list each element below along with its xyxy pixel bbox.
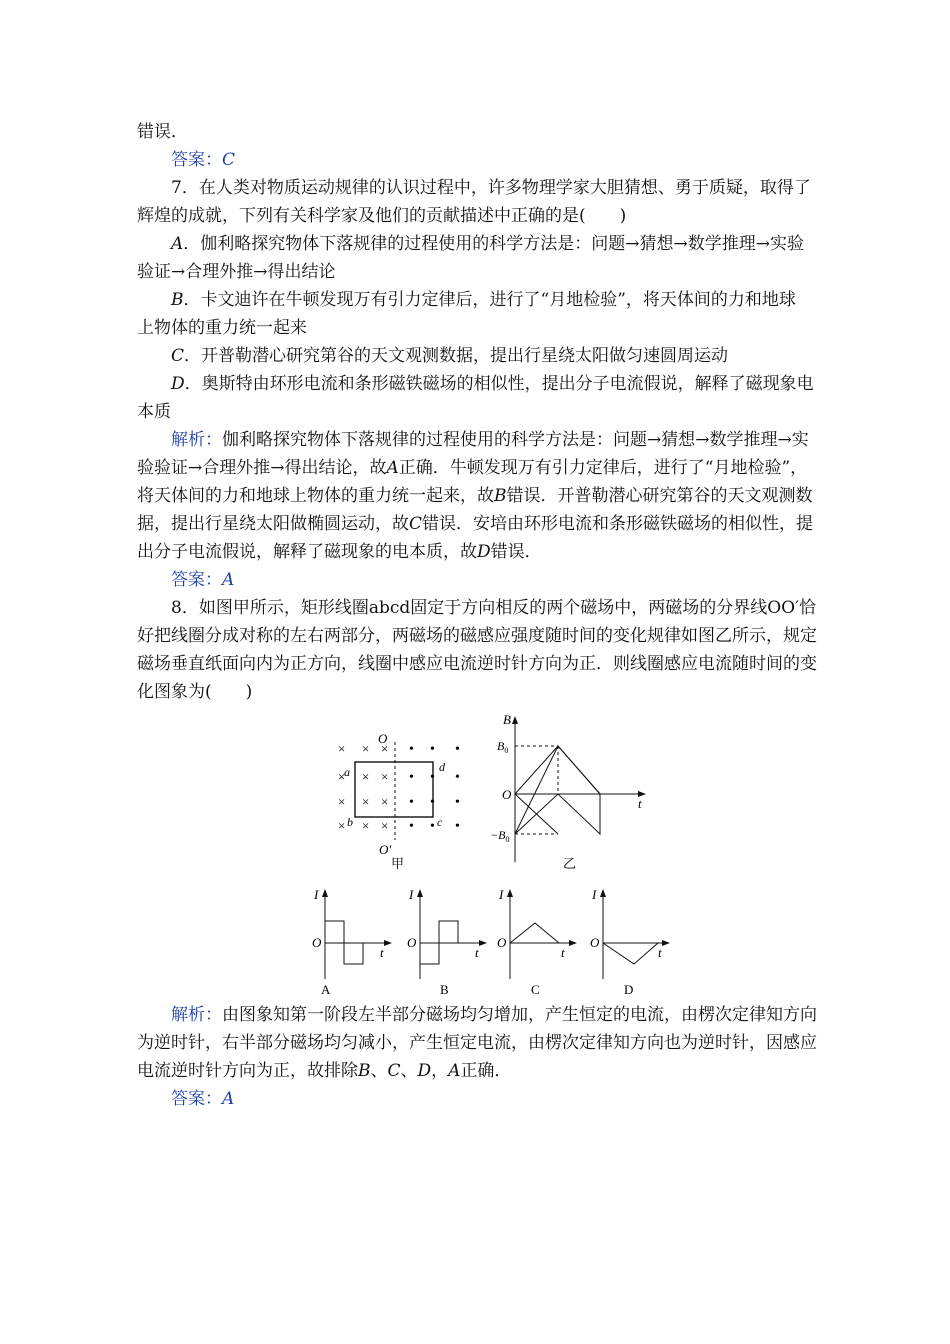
dot-mark: • <box>409 819 414 834</box>
option-b-line <box>137 317 307 339</box>
text-segment: 正确． <box>460 1061 512 1081</box>
text-segment: C <box>387 1061 401 1081</box>
option-graph-c <box>495 887 580 997</box>
question-7-line <box>171 177 811 199</box>
label-b: B <box>503 712 511 727</box>
text-segment: 上物体的重力统一起来 <box>137 318 307 338</box>
analysis-line <box>137 541 542 563</box>
option-graph-a <box>310 887 395 997</box>
caption-b: B <box>440 982 449 997</box>
text-segment: 正确．牛顿发现万有引力定律后，进行了“月地检验”， <box>398 458 808 478</box>
label-c: c <box>437 815 443 829</box>
text-segment: A <box>222 570 235 590</box>
text-segment: ．奥斯特由环形电流和条形磁铁磁场的相似性，提出分子电流假说，解释了磁现象电 <box>184 374 814 394</box>
text-segment: 答案： <box>171 1089 222 1109</box>
option-a-line <box>137 261 336 283</box>
svg-text:t: t <box>561 945 565 960</box>
text-segment: B <box>358 1061 371 1081</box>
answer-line <box>171 569 234 591</box>
cross-mark: × <box>362 769 370 784</box>
label-a: a <box>344 765 350 779</box>
text-segment: ．卡文迪许在牛顿发现万有引力定律后，进行了“月地检验”，将天体间的力和地球 <box>183 290 796 310</box>
option-d-line <box>137 401 171 423</box>
text-segment: C <box>222 150 236 170</box>
label-b0: $B_0$ <box>497 739 509 755</box>
text-segment: 错误．安培由环形电流和条形磁铁磁场的相似性，提 <box>422 514 814 534</box>
caption-a: A <box>321 982 331 997</box>
text-segment: 好把线圈分成对称的左右两部分，两磁场的磁感应强度随时间的变化规律如图乙所示，规定 <box>137 626 817 646</box>
dot-mark: • <box>409 795 414 810</box>
caption-c: C <box>531 982 540 997</box>
b-axis-arrow <box>512 716 518 724</box>
cross-mark: × <box>381 769 389 784</box>
cross-mark: × <box>362 818 370 833</box>
cross-mark: × <box>362 794 370 809</box>
question-8-line <box>171 597 816 619</box>
svg-text:I: I <box>409 887 414 902</box>
svg-text:I: I <box>314 887 319 902</box>
answer-line <box>171 1088 234 1110</box>
text-segment: D <box>417 1061 432 1081</box>
text-segment: 解析： <box>171 1005 222 1025</box>
text-segment: D <box>477 542 491 562</box>
dot-mark: • <box>430 819 435 834</box>
svg-text:t: t <box>380 945 384 960</box>
cross-mark: × <box>338 794 346 809</box>
text-segment: 验验证→合理外推→得出结论，故 <box>137 458 387 478</box>
dot-mark: • <box>455 742 460 757</box>
analysis-line <box>137 485 813 507</box>
text-segment: 据，提出行星绕太阳做椭圆运动，故 <box>137 514 409 534</box>
option-c-line <box>171 345 728 367</box>
analysis-line <box>137 513 813 535</box>
option-graph-b <box>405 887 490 997</box>
label-neg-b0: $-B_0$ <box>490 828 510 844</box>
label-d: d <box>439 760 445 774</box>
svg-text:t: t <box>475 945 479 960</box>
text-segment: ．伽利略探究物体下落规律的过程使用的科学方法是：问题→猜想→数学推理→实验 <box>183 234 805 254</box>
text-segment: C <box>171 346 185 366</box>
text-segment: 答案： <box>171 150 222 170</box>
question-8-line <box>137 681 252 703</box>
svg-text:O: O <box>407 935 417 950</box>
text-line <box>137 121 188 143</box>
text-segment: 为逆时针，右半部分磁场均匀减小，产生恒定电流，由楞次定律知方向也为逆时针，因感应 <box>137 1033 817 1053</box>
label-o: O <box>378 731 388 746</box>
text-segment: ．开普勒潜心研究第谷的天文观测数据，提出行星绕太阳做匀速圆周运动 <box>184 346 729 366</box>
text-segment: 、 <box>370 1061 388 1081</box>
text-segment: 辉煌的成就，下列有关科学家及他们的贡献描述中正确的是( ) <box>137 206 627 226</box>
caption-d: D <box>624 982 634 997</box>
text-segment: 出分子电流假说，解释了磁现象的电本质，故 <box>137 542 477 562</box>
figure-yi <box>490 712 660 872</box>
text-segment: 电流逆时针方向为正，故排除 <box>137 1061 358 1081</box>
cross-mark: × <box>381 741 389 756</box>
cross-mark: × <box>362 741 370 756</box>
text-segment: A <box>171 234 184 254</box>
text-segment: A <box>222 1089 235 1109</box>
label-origin: O <box>502 787 512 802</box>
option-b-line <box>171 289 796 311</box>
text-segment: 伽利略探究物体下落规律的过程使用的科学方法是：问题→猜想→数学推理→实 <box>222 430 809 450</box>
answer-line <box>171 149 235 171</box>
text-segment: B <box>494 486 507 506</box>
option-a-line <box>171 233 804 255</box>
text-segment: C <box>409 514 423 534</box>
option-graph-d <box>588 887 673 997</box>
text-segment: 将天体间的力和地球上物体的重力统一起来，故 <box>137 486 494 506</box>
text-segment: 、 <box>400 1061 418 1081</box>
svg-text:O: O <box>497 935 507 950</box>
text-segment: 本质 <box>137 402 171 422</box>
cross-mark: × <box>381 794 389 809</box>
analysis-line <box>137 457 807 479</box>
dot-mark: • <box>455 795 460 810</box>
figure-jia <box>325 728 475 873</box>
question-8-line <box>137 625 817 647</box>
analysis-line <box>171 1004 817 1026</box>
caption-yi: 乙 <box>563 856 577 871</box>
question-7-line <box>137 205 626 227</box>
text-segment: 答案： <box>171 570 222 590</box>
label-t: t <box>638 796 642 811</box>
dot-mark: • <box>455 819 460 834</box>
dot-mark: • <box>430 742 435 757</box>
dot-mark: • <box>409 770 414 785</box>
text-segment: 错误．开普勒潜心研究第谷的天文观测数 <box>506 486 813 506</box>
text-segment: 磁场垂直纸面向内为正方向，线圈中感应电流逆时针方向为正．则线圈感应电流随时间的变 <box>137 654 817 674</box>
text-segment: 验证→合理外推→得出结论 <box>137 262 336 282</box>
text-segment: D <box>171 374 185 394</box>
text-segment: 错误． <box>137 122 188 142</box>
dot-mark: • <box>430 770 435 785</box>
label-b: b <box>347 815 353 829</box>
analysis-line <box>137 1060 511 1082</box>
text-segment: 7．在人类对物质运动规律的认识过程中，许多物理学家大胆猜想、勇于质疑，取得了 <box>171 178 811 198</box>
text-segment: 8．如图甲所示，矩形线圈abcd固定于方向相反的两个磁场中，两磁场的分界线OO′恰 <box>171 598 816 618</box>
cross-mark: × <box>338 818 346 833</box>
text-segment: 解析： <box>171 430 222 450</box>
analysis-line <box>171 429 809 451</box>
dot-mark: • <box>455 770 460 785</box>
caption-jia: 甲 <box>391 856 405 871</box>
text-segment: A <box>386 458 399 478</box>
text-segment: 错误． <box>490 542 542 562</box>
svg-text:O: O <box>312 935 322 950</box>
svg-text:t: t <box>658 945 662 960</box>
cross-mark: × <box>381 818 389 833</box>
cross-mark: × <box>338 741 346 756</box>
option-d-line <box>171 373 814 395</box>
analysis-line <box>137 1032 817 1054</box>
dot-mark: • <box>430 795 435 810</box>
dot-mark: • <box>409 742 414 757</box>
cross-mark: × <box>338 769 346 784</box>
label-o-prime: O′ <box>379 842 392 857</box>
text-segment: 由图象知第一阶段左半部分磁场均匀增加，产生恒定的电流，由楞次定律知方向 <box>222 1005 817 1025</box>
svg-text:I: I <box>499 887 504 902</box>
text-segment: B <box>171 290 184 310</box>
question-8-line <box>137 653 817 675</box>
text-segment: A <box>448 1061 461 1081</box>
text-segment: 化图象为( ) <box>137 682 253 702</box>
text-segment: ， <box>431 1061 449 1081</box>
svg-text:O: O <box>590 935 600 950</box>
svg-text:I: I <box>592 887 597 902</box>
